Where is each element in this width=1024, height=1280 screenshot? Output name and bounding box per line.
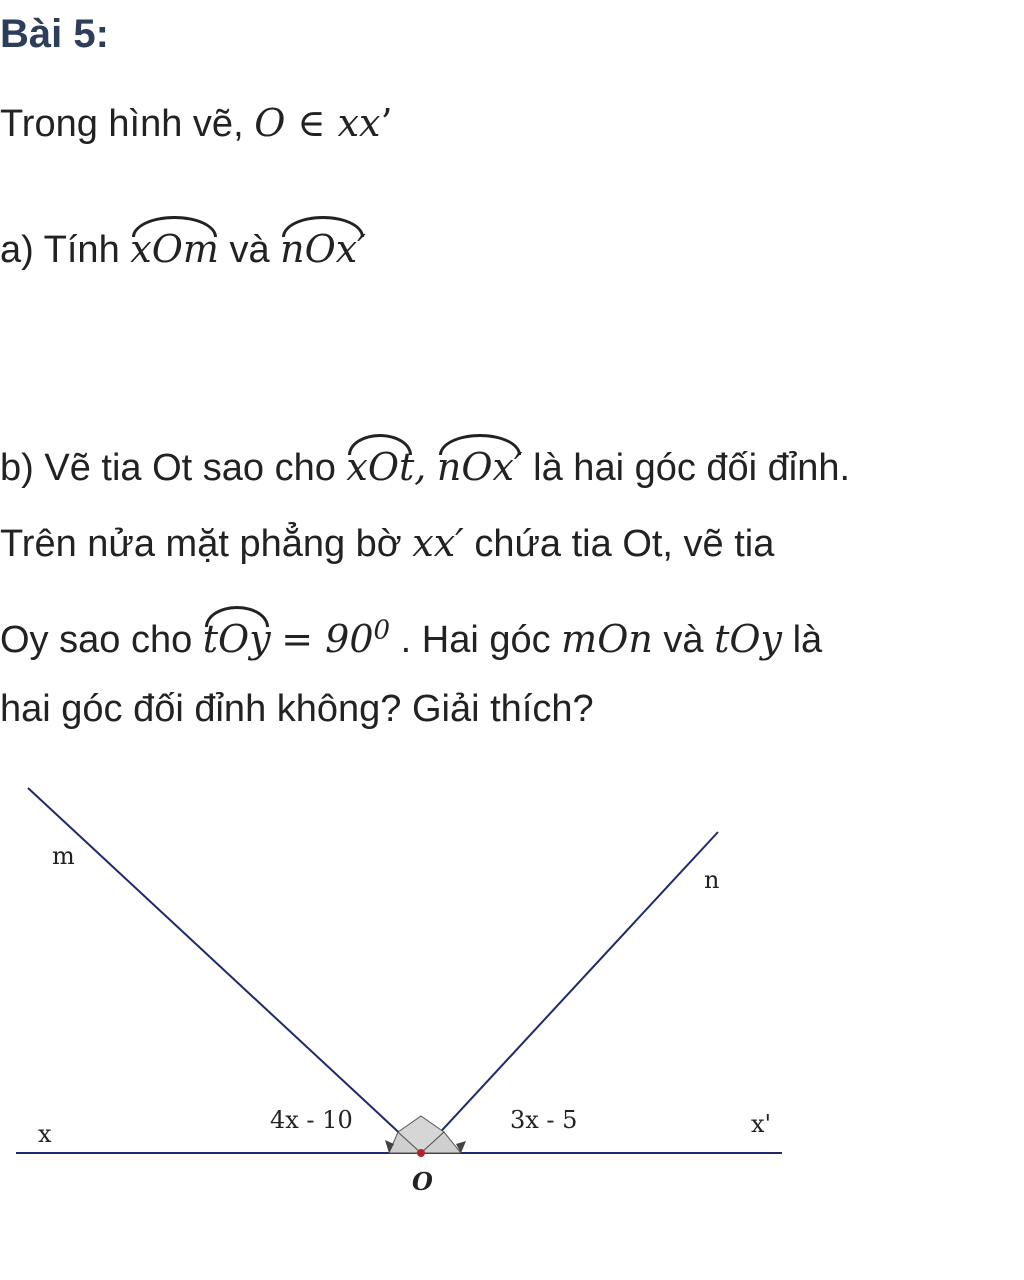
part-b-line2	[0, 521, 775, 565]
label-x: x	[38, 1120, 52, 1148]
ray-On	[421, 832, 718, 1153]
label-m: m	[52, 842, 75, 870]
part-a-conj: và	[229, 229, 270, 271]
part-b-line2-prefix: Trên nửa mặt phẳng bờ	[0, 523, 402, 565]
geometry-figure	[0, 740, 1024, 1260]
math-tOy: tOy	[714, 617, 783, 661]
point-O	[417, 1149, 425, 1157]
angle-tOy: tOy	[203, 606, 271, 658]
intro-math: O ∈ xx	[254, 101, 381, 145]
label-O: O	[412, 1167, 433, 1196]
intro-line	[0, 101, 393, 145]
ray-Om	[28, 788, 421, 1153]
comma: ,	[414, 445, 427, 489]
angle-nOx-prime-b: nOx′	[437, 434, 523, 486]
angle-xOm: xOm	[130, 216, 219, 268]
part-b-line3-prefix: Oy sao cho	[0, 619, 193, 661]
label-n: n	[704, 866, 720, 894]
angle-nOx-prime: nOx′	[280, 216, 366, 268]
label-angle-right: 3x - 5	[510, 1106, 578, 1134]
part-b-line4: hai góc đối đỉnh không? Giải thích?	[0, 688, 594, 730]
angle-xOt: xOt	[346, 434, 414, 486]
intro-text: Trong hình vẽ,	[0, 103, 244, 145]
part-a	[0, 216, 366, 269]
math-mOn: mOn	[561, 617, 653, 661]
intro-prime: ’	[380, 101, 393, 145]
part-b-line3-conj: và	[663, 619, 704, 661]
label-x-prime: x'	[751, 1110, 772, 1138]
part-a-prefix: a) Tính	[0, 229, 120, 271]
part-b-line3-suffix: là	[792, 619, 823, 661]
equation: = 90	[281, 617, 374, 661]
part-b-line1	[0, 434, 850, 487]
part-b-line3	[0, 606, 822, 659]
exercise-title: Bài 5:	[0, 12, 109, 56]
part-b-line1-suffix: là hai góc đối đỉnh.	[533, 447, 851, 489]
line2-math: xx′	[412, 521, 464, 565]
part-b-line2-suffix: chứa tia Ot, vẽ tia	[474, 523, 775, 565]
degree-sup: 0	[373, 615, 391, 646]
label-angle-left: 4x - 10	[270, 1106, 353, 1134]
part-b-line1-prefix: b) Vẽ tia Ot sao cho	[0, 447, 336, 489]
part-b-line3-mid: . Hai góc	[400, 619, 551, 661]
